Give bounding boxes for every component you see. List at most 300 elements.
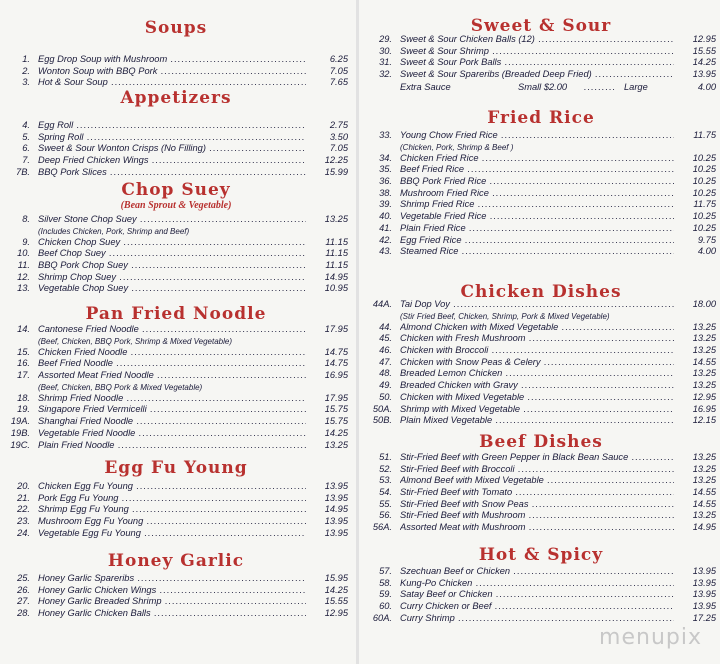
section-title: Sweet & Sour xyxy=(470,16,612,36)
item-name: Almond Beef with Mixed Vegetable ..... xyxy=(400,475,674,487)
item-number: 3. xyxy=(22,77,30,88)
menu-item xyxy=(0,481,352,493)
item-price: 14.55 xyxy=(674,499,716,511)
item-price: 10.25 xyxy=(674,211,716,223)
item-price: 7.05 xyxy=(306,66,348,78)
item-list xyxy=(362,452,720,534)
section-chop-suey xyxy=(0,180,352,295)
item-name: Beef Chop Suey ..... xyxy=(38,248,306,260)
menu-item xyxy=(0,214,352,226)
item-price: 13.25 xyxy=(674,475,716,487)
item-list xyxy=(0,120,352,178)
menu-item xyxy=(0,155,352,167)
menu-item xyxy=(362,380,720,392)
menu-item xyxy=(362,487,720,499)
menu-item xyxy=(362,464,720,476)
menu-item xyxy=(362,566,720,578)
item-price: 13.95 xyxy=(674,589,716,601)
item-name: Curry Shrimp ..... xyxy=(400,613,674,625)
item-name: Plain Fried Noodle ..... xyxy=(38,440,306,452)
item-number: 25. xyxy=(17,573,30,583)
item-name: Stir-Fried Beef with Green Pepper in Black Bean Sauce ..... xyxy=(400,452,674,464)
item-price: 18.00 xyxy=(674,299,716,311)
item-name: Silver Stone Chop Suey ..... xyxy=(38,214,306,226)
item-name: Vegetable Chop Suey ..... xyxy=(38,283,306,295)
section-title: Chop Suey xyxy=(121,180,231,200)
menu-item xyxy=(362,510,720,522)
item-price: 13.95 xyxy=(306,493,348,505)
item-number: 45. xyxy=(379,333,392,344)
item-number: 8. xyxy=(22,214,30,224)
item-price: 14.95 xyxy=(674,522,716,534)
item-name: Sweet & Sour Shrimp ..... xyxy=(400,46,674,58)
item-name: Pork Egg Fu Young ..... xyxy=(38,493,306,505)
section-title: Fried Rice xyxy=(487,108,595,128)
item-name: Mushroom Fried Rice ..... xyxy=(400,188,674,200)
item-name: BBQ Pork Slices ..... xyxy=(38,167,306,179)
item-name: Chicken Egg Fu Young ..... xyxy=(38,481,306,493)
note-text: (Beef, Chicken, BBQ Pork & Mixed Vegetable) xyxy=(38,382,203,392)
note-text: (Includes Chicken, Pork, Shrimp and Beef) xyxy=(38,226,190,236)
extra-sauce-large: Large xyxy=(624,81,648,92)
extra-sauce-small: Small $2.00 xyxy=(518,81,568,92)
section-soups xyxy=(0,18,352,89)
section-honey-garlic xyxy=(0,551,352,620)
watermark-logo: menupix xyxy=(599,625,702,650)
extra-sauce-dots: ......... xyxy=(584,81,617,92)
section-chicken-dishes xyxy=(362,282,720,427)
item-number: 35. xyxy=(379,164,392,175)
item-price: 13.95 xyxy=(674,578,716,590)
item-price: 13.25 xyxy=(306,214,348,226)
item-number: 44. xyxy=(379,321,392,332)
item-name: Honey Garlic Breaded Shrimp ..... xyxy=(38,596,306,608)
item-price: 13.25 xyxy=(674,510,716,522)
item-name: Chicken Fried Rice ..... xyxy=(400,153,674,165)
item-number: 50. xyxy=(379,391,392,402)
item-name: Egg Roll ..... xyxy=(38,120,306,132)
item-number: 54. xyxy=(379,487,392,498)
item-name: Vegetable Fried Noodle ..... xyxy=(38,428,306,440)
item-number: 50A. xyxy=(372,403,392,414)
item-number: 10. xyxy=(17,248,30,259)
item-number: 34. xyxy=(379,152,392,163)
item-number: 9. xyxy=(22,236,30,247)
menu-item xyxy=(362,589,720,601)
item-price: 7.65 xyxy=(306,77,348,89)
item-number: 60. xyxy=(379,601,392,612)
item-number: 46. xyxy=(379,345,392,356)
item-name: Sweet & Sour Pork Balls ..... xyxy=(400,57,674,69)
item-number: 40. xyxy=(379,211,392,222)
item-name: Chicken Chop Suey ..... xyxy=(38,237,306,249)
item-number: 4. xyxy=(22,120,30,130)
item-name: Assorted Meat with Mushroom ..... xyxy=(400,522,674,534)
item-number: 6. xyxy=(22,143,30,154)
item-number: 19B. xyxy=(10,427,30,438)
item-price: 14.75 xyxy=(306,347,348,359)
menu-item xyxy=(0,404,352,416)
menu-item xyxy=(362,452,720,464)
section-title: Egg Fu Young xyxy=(104,458,248,478)
item-name: Chicken with Snow Peas & Celery ..... xyxy=(400,357,674,369)
menu-item-note xyxy=(362,311,720,322)
item-price: 11.75 xyxy=(674,199,716,211)
item-price: 13.95 xyxy=(674,601,716,613)
item-number: 2. xyxy=(22,65,30,76)
menu-item xyxy=(362,357,720,369)
menu-item xyxy=(362,299,720,311)
menu-item xyxy=(362,130,720,142)
menu-item xyxy=(362,199,720,211)
menu-item xyxy=(0,608,352,620)
item-price: 13.95 xyxy=(674,69,716,81)
section-egg-fu-young xyxy=(0,458,352,539)
item-number: 58. xyxy=(379,577,392,588)
item-price: 12.95 xyxy=(674,392,716,404)
menu-item xyxy=(0,248,352,260)
item-price: 14.25 xyxy=(674,57,716,69)
item-name: Shanghai Fried Noodle ..... xyxy=(38,416,306,428)
item-number: 7. xyxy=(22,155,30,166)
item-name: Deep Fried Chicken Wings ..... xyxy=(38,155,306,167)
menu-item xyxy=(362,246,720,258)
menu-item xyxy=(0,428,352,440)
extra-sauce-price: 4.00 xyxy=(697,81,716,92)
item-number: 12. xyxy=(17,271,30,282)
item-price: 16.95 xyxy=(674,404,716,416)
section-title: Appetizers xyxy=(120,88,232,108)
item-name: Assorted Meat Fried Noodle ..... xyxy=(38,370,306,382)
item-name: Chicken Fried Noodle ..... xyxy=(38,347,306,359)
item-number: 23. xyxy=(17,516,30,527)
item-number: 32. xyxy=(379,69,392,80)
item-number: 55. xyxy=(379,498,392,509)
item-name: Almond Chicken with Mixed Vegetable ..... xyxy=(400,322,674,334)
item-name: BBQ Pork Chop Suey ..... xyxy=(38,260,306,272)
menu-item xyxy=(362,164,720,176)
item-price: 15.99 xyxy=(306,167,348,179)
item-price: 11.15 xyxy=(306,248,348,260)
item-number: 28. xyxy=(17,608,30,619)
item-number: 59. xyxy=(379,589,392,600)
extra-sauce-row xyxy=(362,81,720,93)
menu-item xyxy=(362,345,720,357)
item-name: Spring Roll ..... xyxy=(38,132,306,144)
menu-item xyxy=(362,415,720,427)
item-price: 15.55 xyxy=(674,46,716,58)
item-number: 19. xyxy=(17,404,30,415)
item-number: 38. xyxy=(379,187,392,198)
item-price: 13.25 xyxy=(674,380,716,392)
menu-item xyxy=(362,601,720,613)
item-number: 48. xyxy=(379,368,392,379)
item-number: 26. xyxy=(17,584,30,595)
menu-item xyxy=(0,260,352,272)
item-number: 52. xyxy=(379,463,392,474)
item-price: 12.15 xyxy=(674,415,716,427)
item-price: 13.95 xyxy=(306,481,348,493)
item-number: 42. xyxy=(379,234,392,245)
menu-item xyxy=(362,153,720,165)
item-price: 7.05 xyxy=(306,143,348,155)
item-name: Singapore Fried Vermicelli ..... xyxy=(38,404,306,416)
item-list xyxy=(0,214,352,295)
item-number: 11. xyxy=(17,260,30,271)
menu-item xyxy=(362,188,720,200)
item-number: 33. xyxy=(379,130,392,140)
item-name: Wonton Soup with BBQ Pork ..... xyxy=(38,66,306,78)
item-number: 13. xyxy=(17,283,30,294)
item-list xyxy=(0,54,352,89)
menu-item xyxy=(362,404,720,416)
menu-item xyxy=(362,475,720,487)
item-price: 13.25 xyxy=(674,452,716,464)
item-price: 10.25 xyxy=(674,153,716,165)
menu-item xyxy=(0,596,352,608)
menu-item xyxy=(0,504,352,516)
item-name: Stir-Fried Beef with Tomato ..... xyxy=(400,487,674,499)
section-title: Pan Fried Noodle xyxy=(85,304,267,324)
item-number: 47. xyxy=(379,356,392,367)
item-price: 14.95 xyxy=(306,272,348,284)
item-price: 10.25 xyxy=(674,176,716,188)
item-price: 13.25 xyxy=(306,440,348,452)
item-price: 6.25 xyxy=(306,54,348,66)
item-number: 16. xyxy=(17,358,30,369)
menu-item xyxy=(362,223,720,235)
item-price: 10.25 xyxy=(674,188,716,200)
menu-item xyxy=(0,347,352,359)
section-title: Honey Garlic xyxy=(107,551,245,571)
section-title: Beef Dishes xyxy=(479,432,603,452)
item-name: Stir-Fried Beef with Snow Peas ..... xyxy=(400,499,674,511)
menu-item xyxy=(0,283,352,295)
item-price: 11.75 xyxy=(674,130,716,142)
menu-item xyxy=(362,176,720,188)
menu-item xyxy=(0,358,352,370)
item-name: Plain Mixed Vegetable ..... xyxy=(400,415,674,427)
item-name: Egg Drop Soup with Mushroom ..... xyxy=(38,54,306,66)
note-text: (Stir Fried Beef, Chicken, Shrimp, Pork & Mixed Vegetable) xyxy=(400,311,610,321)
item-price: 10.25 xyxy=(674,164,716,176)
menu-item xyxy=(0,573,352,585)
item-price: 15.95 xyxy=(306,573,348,585)
section-title: Chicken Dishes xyxy=(460,282,622,302)
item-name: Stir-Fried Beef with Mushroom ..... xyxy=(400,510,674,522)
item-name: Beef Fried Rice ..... xyxy=(400,164,674,176)
menu-item xyxy=(362,522,720,534)
item-price: 13.95 xyxy=(674,566,716,578)
extra-sauce-label: Extra Sauce xyxy=(400,81,451,92)
item-number: 27. xyxy=(17,596,30,607)
item-price: 14.25 xyxy=(306,428,348,440)
menu-item xyxy=(362,322,720,334)
section-pan-fried-noodle xyxy=(0,304,352,451)
item-price: 14.55 xyxy=(674,487,716,499)
item-number: 21. xyxy=(17,492,30,503)
menu-item xyxy=(0,167,352,179)
section-sweet-sour xyxy=(362,16,720,93)
item-name: Chicken with Mixed Vegetable ..... xyxy=(400,392,674,404)
item-price: 11.15 xyxy=(306,237,348,249)
item-price: 17.95 xyxy=(306,393,348,405)
menu-item-note xyxy=(0,382,352,393)
note-text: (Chicken, Pork, Shrimp & Beef ) xyxy=(400,142,514,152)
item-list xyxy=(0,481,352,539)
menu-item xyxy=(362,211,720,223)
menu-item xyxy=(0,272,352,284)
section-beef-dishes xyxy=(362,432,720,534)
item-number: 51. xyxy=(379,452,392,462)
menu-item xyxy=(0,143,352,155)
menu-item xyxy=(0,528,352,540)
menu-item xyxy=(362,368,720,380)
item-name: Shrimp with Mixed Vegetable ..... xyxy=(400,404,674,416)
item-number: 24. xyxy=(17,527,30,538)
item-number: 7B. xyxy=(16,166,30,177)
item-name: Tai Dop Voy ..... xyxy=(400,299,674,311)
item-name: Hot & Sour Soup ..... xyxy=(38,77,306,89)
item-price: 12.25 xyxy=(306,155,348,167)
item-price: 3.50 xyxy=(306,132,348,144)
menu-item xyxy=(0,120,352,132)
menu-item xyxy=(362,333,720,345)
item-number: 5. xyxy=(22,131,30,142)
item-name: Vegetable Egg Fu Young ..... xyxy=(38,528,306,540)
item-number: 15. xyxy=(17,346,30,357)
item-number: 56. xyxy=(379,510,392,521)
item-price: 13.25 xyxy=(674,333,716,345)
item-name: Chicken with Broccoli ..... xyxy=(400,345,674,357)
note-text: (Beef, Chicken, BBQ Pork, Shrimp & Mixed Vegetable) xyxy=(38,336,233,346)
item-price: 4.00 xyxy=(674,246,716,258)
item-list xyxy=(362,34,720,81)
menu-item-note xyxy=(0,336,352,347)
menu-item xyxy=(362,499,720,511)
item-name: Shrimp Chop Suey ..... xyxy=(38,272,306,284)
item-number: 1. xyxy=(22,54,30,64)
menu-item xyxy=(0,237,352,249)
section-appetizers xyxy=(0,88,352,178)
item-name: Young Chow Fried Rice ..... xyxy=(400,130,674,142)
item-name: Shrimp Fried Noodle ..... xyxy=(38,393,306,405)
menu-item xyxy=(0,440,352,452)
item-name: Curry Chicken or Beef ..... xyxy=(400,601,674,613)
menu-item xyxy=(0,493,352,505)
section-subtitle: (Bean Sprout & Vegetable) xyxy=(120,200,232,211)
item-price: 13.95 xyxy=(306,516,348,528)
item-price: 12.95 xyxy=(674,34,716,46)
item-price: 13.25 xyxy=(674,464,716,476)
item-name: Breaded Chicken with Gravy ..... xyxy=(400,380,674,392)
item-price: 2.75 xyxy=(306,120,348,132)
menu-item xyxy=(0,132,352,144)
column-divider xyxy=(356,0,359,664)
item-number: 44A. xyxy=(372,299,392,309)
menu-item xyxy=(362,69,720,81)
item-price: 14.25 xyxy=(306,585,348,597)
section-fried-rice xyxy=(362,108,720,258)
item-name: Steamed Rice ..... xyxy=(400,246,674,258)
item-list xyxy=(362,299,720,427)
item-name: Sweet & Sour Wonton Crisps (No Filling) ..... xyxy=(38,143,306,155)
item-price: 14.55 xyxy=(674,357,716,369)
item-name: Kung-Po Chicken ..... xyxy=(400,578,674,590)
item-number: 30. xyxy=(379,45,392,56)
item-name: Chicken with Fresh Mushroom ..... xyxy=(400,333,674,345)
item-name: Honey Garlic Chicken Wings ..... xyxy=(38,585,306,597)
item-number: 19A. xyxy=(10,416,30,427)
menu-item xyxy=(0,585,352,597)
item-number: 31. xyxy=(379,57,392,68)
item-name: Cantonese Fried Noodle ..... xyxy=(38,324,306,336)
item-number: 18. xyxy=(17,392,30,403)
item-price: 13.25 xyxy=(674,345,716,357)
item-name: BBQ Pork Fried Rice ..... xyxy=(400,176,674,188)
item-number: 49. xyxy=(379,380,392,391)
menu-item xyxy=(362,46,720,58)
item-number: 56A. xyxy=(372,522,392,533)
item-number: 50B. xyxy=(372,415,392,426)
menu-item xyxy=(362,34,720,46)
item-list xyxy=(362,566,720,624)
item-number: 22. xyxy=(17,504,30,515)
menu-item xyxy=(0,416,352,428)
item-name: Shrimp Egg Fu Young ..... xyxy=(38,504,306,516)
item-number: 53. xyxy=(379,475,392,486)
menu-item xyxy=(0,324,352,336)
item-number: 19C. xyxy=(10,439,30,450)
menu-item xyxy=(0,66,352,78)
item-name: Vegetable Fried Rice ..... xyxy=(400,211,674,223)
item-name: Honey Garlic Chicken Balls ..... xyxy=(38,608,306,620)
item-number: 60A. xyxy=(372,612,392,623)
menu-item xyxy=(362,613,720,625)
item-list xyxy=(362,130,720,258)
item-list xyxy=(0,573,352,620)
item-name: Sweet & Sour Spareribs (Breaded Deep Fried) ..... xyxy=(400,69,674,81)
item-price: 15.55 xyxy=(306,596,348,608)
item-price: 13.25 xyxy=(674,368,716,380)
item-name: Satay Beef or Chicken ..... xyxy=(400,589,674,601)
item-name: Plain Fried Rice ..... xyxy=(400,223,674,235)
menu-item xyxy=(0,54,352,66)
item-price: 12.95 xyxy=(306,608,348,620)
item-number: 36. xyxy=(379,176,392,187)
item-price: 17.95 xyxy=(306,324,348,336)
item-price: 11.15 xyxy=(306,260,348,272)
menu-item-note xyxy=(362,142,720,153)
menu-item xyxy=(0,516,352,528)
item-name: Szechuan Beef or Chicken ..... xyxy=(400,566,674,578)
item-name: Sweet & Sour Chicken Balls (12) ..... xyxy=(400,34,674,46)
item-price: 10.25 xyxy=(674,223,716,235)
item-price: 15.75 xyxy=(306,416,348,428)
item-name: Beef Fried Noodle ..... xyxy=(38,358,306,370)
item-name: Shrimp Fried Rice ..... xyxy=(400,199,674,211)
item-number: 17. xyxy=(17,370,30,381)
menu-item-note xyxy=(0,226,352,237)
section-title: Hot & Spicy xyxy=(478,545,604,565)
item-name: Stir-Fried Beef with Broccoli ..... xyxy=(400,464,674,476)
item-price: 10.95 xyxy=(306,283,348,295)
item-number: 29. xyxy=(379,34,392,44)
menu-item xyxy=(0,370,352,382)
menu-item xyxy=(362,578,720,590)
item-number: 57. xyxy=(379,566,392,576)
item-price: 9.75 xyxy=(674,235,716,247)
